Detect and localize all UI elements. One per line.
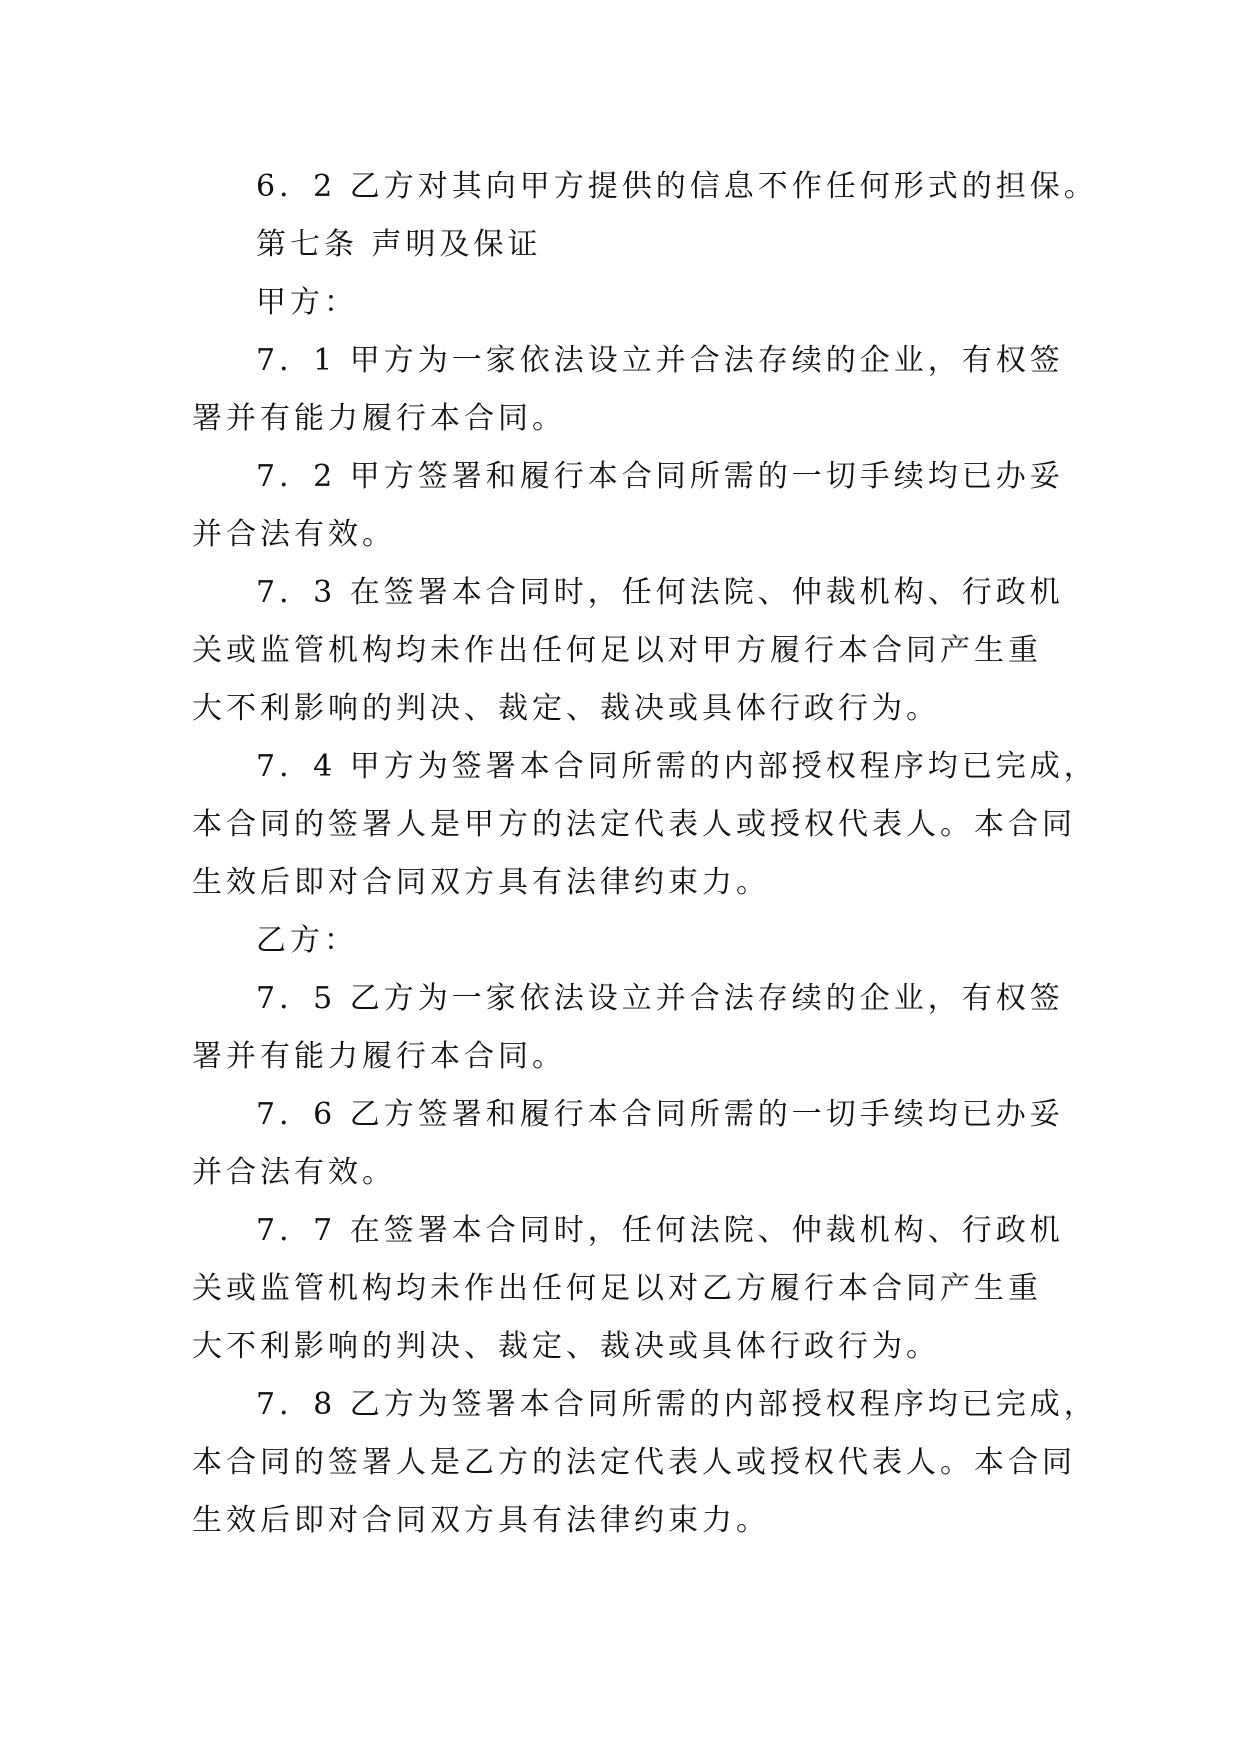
text-line: 7．5 乙方为一家依法设立并合法存续的企业，有权签 [256,981,1064,1016]
text-line: 关或监管机构均未作出任何足以对乙方履行本合同产生重 [192,1271,1042,1306]
text-line: 生效后即对合同双方具有法律约束力。 [192,1503,770,1538]
text-line: 7．1 甲方为一家依法设立并合法存续的企业，有权签 [256,343,1064,378]
text-line: 本合同的签署人是甲方的法定代表人或授权代表人。本合同 [192,807,1076,842]
text-line: 关或监管机构均未作出任何足以对甲方履行本合同产生重 [192,633,1042,668]
text-line: 并合法有效。 [192,517,396,552]
text-line: 6．2 乙方对其向甲方提供的信息不作任何形式的担保。 [256,169,1098,204]
text-line: 7．8 乙方为签署本合同所需的内部授权程序均已完成， [256,1387,1098,1422]
party-label-b: 乙方： [256,923,358,958]
text-line: 7．7 在签署本合同时，任何法院、仲裁机构、行政机 [256,1213,1064,1248]
document-body [192,158,1098,1550]
text-line: 7．2 甲方签署和履行本合同所需的一切手续均已办妥 [256,459,1064,494]
text-line: 署并有能力履行本合同。 [192,1039,566,1074]
text-line: 7．6 乙方签署和履行本合同所需的一切手续均已办妥 [256,1097,1064,1132]
text-line: 大不利影响的判决、裁定、裁决或具体行政行为。 [192,1329,940,1364]
party-label-a: 甲方： [256,285,358,320]
text-line: 7．4 甲方为签署本合同所需的内部授权程序均已完成， [256,749,1098,784]
text-line: 生效后即对合同双方具有法律约束力。 [192,865,770,900]
section-heading: 第七条 声明及保证 [256,227,542,262]
text-line: 7．3 在签署本合同时，任何法院、仲裁机构、行政机 [256,575,1064,610]
text-line: 大不利影响的判决、裁定、裁决或具体行政行为。 [192,691,940,726]
text-line: 并合法有效。 [192,1155,396,1190]
text-line: 本合同的签署人是乙方的法定代表人或授权代表人。本合同 [192,1445,1076,1480]
text-line: 署并有能力履行本合同。 [192,401,566,436]
